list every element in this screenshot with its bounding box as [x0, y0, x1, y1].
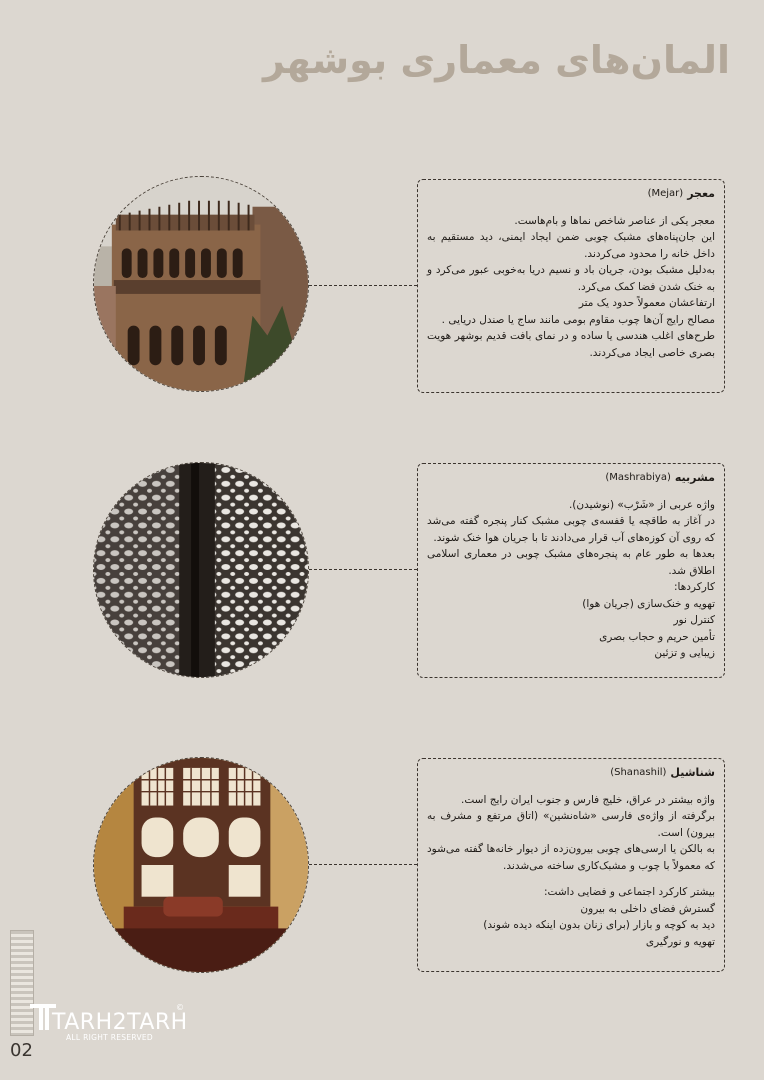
- mashrabiya-line: تهویه و خنک‌سازی (جریان هوا): [582, 597, 715, 610]
- mejar-photo: [93, 176, 309, 392]
- shanashil-card: [417, 758, 725, 972]
- mejar-latin: (Mejar): [647, 188, 684, 199]
- page-title: المان‌های معماری بوشهر: [263, 38, 730, 82]
- mashrabiya-card: [417, 463, 725, 678]
- building-photo-icon: [94, 177, 308, 391]
- mashrabiya-title: مشربیه: [674, 471, 715, 484]
- shanashil-line: بیشتر کارکرد اجتماعی و فضایی داشت:: [543, 886, 715, 898]
- mashrabiya-latin: (Mashrabiya): [605, 472, 671, 483]
- shanashil-line: به بالکن یا ارسی‌های چوبی بیرون‌زده از دیوار خانه‌ها گفته می‌شود که معمولاً با چوب و مشبک‌کاری ساخته می‌شدند.: [427, 843, 715, 872]
- interior-window-photo-icon: [94, 758, 308, 972]
- mashrabiya-heading: [427, 470, 715, 487]
- lattice-screen-photo-icon: [94, 463, 308, 677]
- shanashil-line: گسترش فضای داخلی به بیرون: [580, 902, 715, 915]
- brand-name: TARH2TARH: [52, 1010, 188, 1035]
- page-number: 02: [10, 1040, 33, 1061]
- spacer: [427, 874, 715, 884]
- mejar-heading: [427, 186, 715, 203]
- shanashil-line: تهویه و نورگیری: [645, 935, 715, 948]
- mejar-line: معجر یکی از عناصر شاخص نماها و بام‌هاست.: [514, 214, 715, 227]
- brand-rights: ALL RIGHT RESERVED: [66, 1033, 154, 1042]
- mashrabiya-line: زیبایی و تزئین: [654, 647, 715, 659]
- mashrabiya-line: بعدها به طور عام به پنجره‌های مشبک چوبی در معماری اسلامی اطلاق شد.: [427, 548, 715, 577]
- mejar-line: این جان‌پناه‌های مشبک چوبی ضمن ایجاد ایمنی، دید مستقیم به داخل خانه را محدود می‌کردند.: [427, 231, 715, 260]
- shanashil-heading: [427, 765, 715, 782]
- mejar-line: مصالح رایج آن‌ها چوب مقاوم بومی مانند ساج یا صندل دریایی .: [441, 313, 715, 326]
- mashrabiya-photo: [93, 462, 309, 678]
- shanashil-line: واژه بیشتر در عراق، خلیج فارس و جنوب ایران رایج است.: [461, 793, 715, 806]
- mashrabiya-line: در آغاز به طاقچه یا قفسه‌ی چوبی مشبک کنار پنجره گفته می‌شد که روی آن کوزه‌های آب قرار می‌دادند تا با جریان هوا خنک شوند.: [427, 515, 715, 544]
- mashrabiya-connector: [309, 569, 417, 570]
- shanashil-line: برگرفته از واژه‌ی فارسی «شاه‌نشین» (اتاق مرتفع و مشرف به بیرون) است.: [427, 810, 715, 839]
- logo-mark-icon: [30, 998, 190, 1050]
- shanashil-connector: [309, 864, 417, 865]
- brand-logo: [30, 998, 190, 1050]
- mejar-line: ارتفاعشان معمولاً حدود یک متر: [578, 297, 715, 309]
- shanashil-latin: (Shanashil): [610, 767, 667, 778]
- copyright-mark: ©: [176, 1003, 184, 1012]
- mashrabiya-line: کارکردها:: [673, 581, 715, 593]
- mashrabiya-line: واژه عربی از «شَرْب» (نوشیدن).: [568, 498, 715, 511]
- mashrabiya-line: تأمین حریم و حجاب بصری: [599, 630, 715, 643]
- mejar-connector: [309, 285, 417, 286]
- mashrabiya-line: کنترل نور: [673, 614, 715, 626]
- mejar-line: به‌دلیل مشبک بودن، جریان باد و نسیم دریا به‌خوبی عبور می‌کرد و به خنک شدن فضا کمک می‌کرد.: [427, 264, 715, 293]
- shanashil-title: شناشیل: [670, 766, 715, 779]
- mejar-line: طرح‌های اغلب هندسی یا ساده و در نمای بافت قدیم بوشهر هویت بصری خاصی ایجاد می‌کردند.: [427, 330, 715, 359]
- mejar-title: معجر: [687, 187, 715, 200]
- mejar-card: [417, 179, 725, 393]
- shanashil-line: دید به کوچه و بازار (برای زنان بدون اینکه دیده شوند): [483, 919, 715, 931]
- shanashil-photo: [93, 757, 309, 973]
